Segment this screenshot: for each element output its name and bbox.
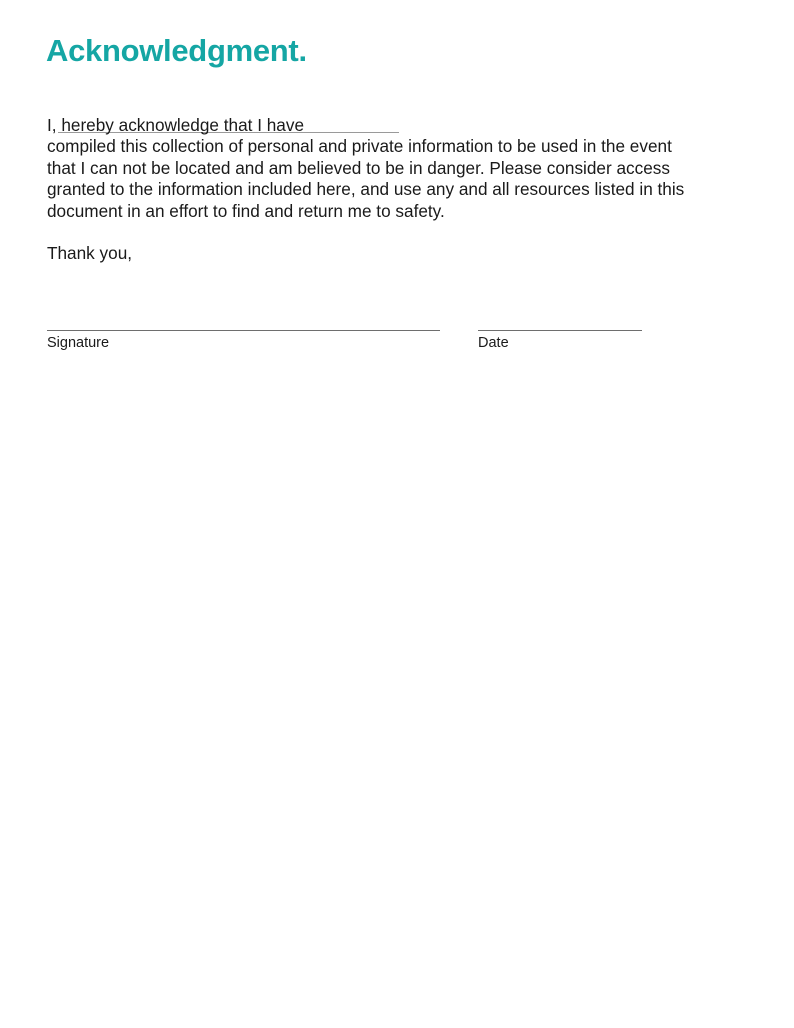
date-label: Date xyxy=(478,335,509,351)
body-line-5: document in an effort to find and return me to safety. xyxy=(47,201,445,221)
closing-text: Thank you, xyxy=(47,243,133,263)
body-line-4: granted to the information included here, and use any and all resources listed in this xyxy=(47,179,685,199)
body-line-3: that I can not be located and am believed to be in danger. Please consider access xyxy=(47,158,670,178)
signature-label: Signature xyxy=(47,335,110,351)
page-title: Acknowledgment. xyxy=(46,33,307,68)
body-line-2: compiled this collection of personal and private information to be used in the event xyxy=(47,136,672,156)
signature-line[interactable] xyxy=(47,330,440,331)
body-line-1: I, hereby acknowledge that I have xyxy=(47,115,305,135)
date-line[interactable] xyxy=(478,330,642,331)
